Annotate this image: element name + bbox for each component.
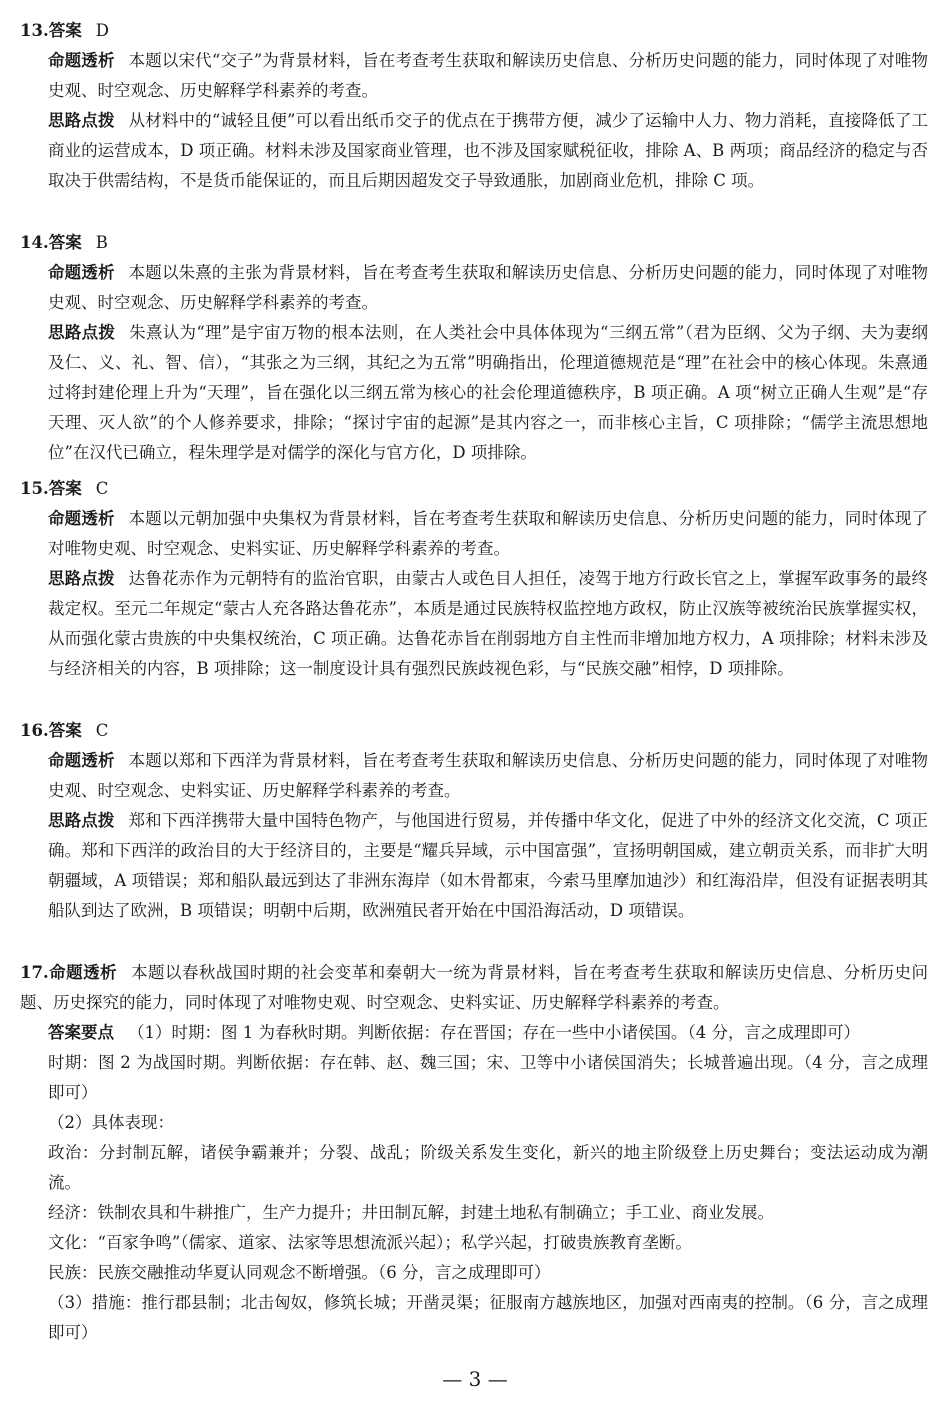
q17-part2-politics: 政治：分封制瓦解，诸侯争霸兼并；分裂、战乱；阶级关系发生变化，新兴的地主阶级登上历史舞台；变法运动成为潮流。: [48, 1143, 928, 1192]
q15-answer-label: 答案: [48, 479, 82, 498]
q14-analysis: [48, 318, 928, 468]
q17-part1-b: 时期：图 2 为战国时期。判断依据：存在韩、赵、魏三国；宋、卫等中小诸侯国消失；长城普遍出现。（4 分，言之成理即可）: [48, 1053, 928, 1102]
q14-answer-label: 答案: [48, 233, 82, 252]
q13-analysis: [48, 106, 928, 196]
q16-analysis: [48, 806, 928, 926]
q17-part2-economy: 经济：铁制农具和牛耕推广，生产力提升；井田制瓦解，封建土地私有制确立；手工业、商业发展。: [48, 1203, 774, 1222]
q17-part3: （3）措施：推行郡县制；北击匈奴，修筑长城；开凿灵渠；征服南方越族地区，加强对西南夷的控制。（6 分，言之成理即可）: [48, 1293, 928, 1342]
q13-intent-label: 命题透析: [48, 51, 115, 70]
q16-answer-line: [20, 716, 108, 746]
q17-part2-culture: 文化：“百家争鸣”（儒家、道家、法家等思想流派兴起）；私学兴起，打破贵族教育垄断。: [48, 1233, 692, 1252]
q17-part2-title: （2）具体表现：: [48, 1113, 174, 1132]
q15-analysis-text: 达鲁花赤作为元朝特有的监治官职，由蒙古人或色目人担任，凌驾于地方行政长官之上，掌握军政事务的最终裁定权。至元二年规定“蒙古人充各路达鲁花赤”，本质是通过民族特权监控地方政权，防止汉族等被统治民族掌握实权，从而强化蒙古贵族的中央集权统治，C 项正确。达鲁花赤旨在削弱地方自主性而非增加地方权力，A 项排除；材料未涉及与经济相关的内容，B 项排除；这一制度设计具有强烈民族歧视色彩，与“民族交融”相悖，D 项排除。: [48, 569, 929, 678]
q15-intent-text: 本题以元朝加强中央集权为背景材料，旨在考查考生获取和解读历史信息、分析历史问题的能力，同时体现了对唯物史观、时空观念、史料实证、历史解释学科素养的考查。: [48, 509, 929, 558]
q17-key-label: 答案要点: [48, 1023, 114, 1042]
q14-number: 14.: [20, 233, 49, 252]
q17-intent-label: 命题透析: [48, 963, 118, 982]
q13-answer-line: [20, 16, 109, 46]
q17-intent-text: 本题以春秋战国时期的社会变革和秦朝大一统为背景材料，旨在考查考生获取和解读历史信息、分析历史问题、历史探究的能力，同时体现了对唯物史观、时空观念、史料实证、历史解释学科素养的考查。: [20, 963, 929, 1012]
q13-analysis-text: 从材料中的“诚轻且便”可以看出纸币交子的优点在于携带方便，减少了运输中人力、物力消耗，直接降低了工商业的运营成本，D 项正确。材料未涉及国家商业管理，也不涉及国家赋税征收，排除 A、B 两项；商品经济的稳定与否取决于供需结构，不是货币能保证的，而且后期因超发交子导致通胀，加剧商业危机，排除 C 项。: [48, 111, 929, 190]
q13-number: 13.: [20, 21, 49, 40]
q13-answer-label: 答案: [48, 21, 82, 40]
q14-analysis-text: 朱熹认为“理”是宇宙万物的根本法则，在人类社会中具体体现为“三纲五常”（君为臣纲、父为子纲、夫为妻纲及仁、义、礼、智、信），“其张之为三纲，其纪之为五常”明确指出，伦理道德规范是“理”在社会中的核心体现。朱熹通过将封建伦理上升为“天理”，旨在强化以三纲五常为核心的社会伦理道德秩序，B 项正确。A 项“树立正确人生观”是“存天理、灭人欲”的个人修养要求，排除；“探讨宇宙的起源”是其内容之一，而非核心主旨，C 项排除；“儒学主流思想地位”在汉代已确立，程朱理学是对儒学的深化与官方化，D 项排除。: [48, 323, 928, 462]
q16-analysis-label: 思路点拨: [48, 811, 115, 830]
q16-analysis-text: 郑和下西洋携带大量中国特色物产，与他国进行贸易，并传播中华文化，促进了中外的经济文化交流，C 项正确。郑和下西洋的政治目的大于经济目的，主要是“耀兵异域，示中国富强”，宣扬明朝国威，建立朝贡关系，而非扩大明朝疆域，A 项错误；郑和船队最远到达了非洲东海岸（如木骨都束，今索马里摩加迪沙）和红海沿岸，但没有证据表明其船队到达了欧洲，B 项错误；明朝中后期，欧洲殖民者开始在中国沿海活动，D 项错误。: [48, 811, 929, 920]
q16-answer: C: [95, 721, 109, 740]
q14-intent: [48, 258, 928, 318]
q15-answer-line: [20, 474, 108, 504]
q13-intent-text: 本题以宋代“交子”为背景材料，旨在考查考生获取和解读历史信息、分析历史问题的能力，同时体现了对唯物史观、时空观念、历史解释学科素养的考查。: [48, 51, 929, 100]
q16-answer-label: 答案: [48, 721, 82, 740]
q16-number: 16.: [20, 721, 49, 740]
q17-intent: [20, 958, 928, 1018]
q17-part1-a: [48, 1018, 928, 1048]
q14-analysis-label: 思路点拨: [48, 323, 116, 342]
q16-intent: [48, 746, 928, 806]
q15-intent-label: 命题透析: [48, 509, 115, 528]
q17-part1-a-text: （1）时期：图 1 为春秋时期。判断依据：存在晋国；存在一些中小诸侯国。（4 分，言之成理即可）: [128, 1023, 860, 1042]
q13-answer: D: [95, 21, 109, 40]
page-number: — 3 —: [442, 1367, 508, 1391]
q15-analysis: [48, 564, 928, 684]
q14-intent-text: 本题以朱熹的主张为背景材料，旨在考查考生获取和解读历史信息、分析历史问题的能力，同时体现了对唯物史观、时空观念、历史解释学科素养的考查。: [48, 263, 929, 312]
q15-intent: [48, 504, 928, 564]
q16-intent-text: 本题以郑和下西洋为背景材料，旨在考查考生获取和解读历史信息、分析历史问题的能力，同时体现了对唯物史观、时空观念、史料实证、历史解释学科素养的考查。: [48, 751, 929, 800]
q15-analysis-label: 思路点拨: [48, 569, 115, 588]
q15-answer: C: [95, 479, 109, 498]
q14-intent-label: 命题透析: [48, 263, 115, 282]
q17-number: 17.: [20, 963, 49, 982]
q14-answer: B: [95, 233, 108, 252]
q17-part2-nation: 民族：民族交融推动华夏认同观念不断增强。（6 分，言之成理即可）: [48, 1263, 551, 1282]
q16-intent-label: 命题透析: [48, 751, 115, 770]
q14-answer-line: [20, 228, 108, 258]
q13-analysis-label: 思路点拨: [48, 111, 115, 130]
q13-intent: [48, 46, 928, 106]
q15-number: 15.: [20, 479, 49, 498]
